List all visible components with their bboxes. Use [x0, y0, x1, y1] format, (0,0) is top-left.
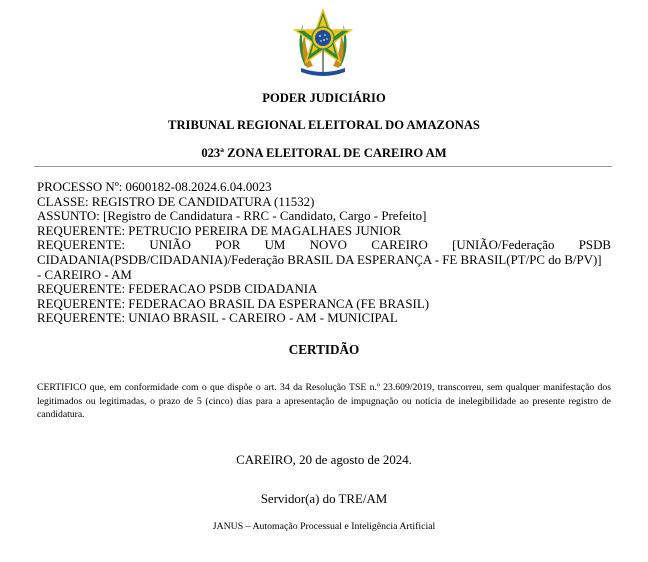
case-requerente-2-line-3: - CAREIRO - AM [37, 267, 132, 282]
case-requerente-5: REQUERENTE: UNIAO BRASIL - CAREIRO - AM - MUNICIPAL [37, 311, 398, 326]
header-tribunal: TRIBUNAL REGIONAL ELEITORAL DO AMAZONAS [168, 118, 480, 132]
case-requerente-2-line-2: CIDADANIA(PSDB/CIDADANIA)/Federação BRASIL DA ESPERANÇA - FE BRASIL(PT/PC do B/PV)] [37, 252, 602, 267]
case-processo: PROCESSO Nº: 0600182-08.2024.6.04.0023 [37, 180, 272, 194]
case-requerente-2-line-1: REQUERENTE: UNIÃO POR UM NOVO CAREIRO [UNIÃO/Federação PSDB [37, 238, 611, 253]
footer: JANUS – Automação Processual e Inteligência Artificial [212, 521, 436, 532]
header-judiciary: PODER JUDICIÁRIO [262, 91, 386, 105]
place-date: CAREIRO, 20 de agosto de 2024. [236, 453, 412, 467]
case-assunto: ASSUNTO: [Registro de Candidatura - RRC - Candidato, Cargo - Prefeito] [37, 209, 427, 224]
header-divider [34, 166, 612, 167]
certidao-text: CERTIFICO que, em conformidade com o que dispõe o art. 34 da Resolução TSE n.º 23.609/2019, transcorreu, sem qualquer manifestação dos legitimados ou legitimadas, o prazo de 5 (cinco) dias para a apresentação de impugnação ou notícia de inelegibilidade ao presente registro de candidatura. [37, 382, 611, 421]
case-classe: CLASSE: REGISTRO DE CANDIDATURA (11532) [37, 194, 315, 209]
case-requerente-4: REQUERENTE: FEDERACAO BRASIL DA ESPERANCA (FE BRASIL) [37, 296, 429, 311]
certidao-title: CERTIDÃO [288, 342, 360, 357]
case-requerente-3: REQUERENTE: FEDERACAO PSDB CIDADANIA [37, 282, 318, 297]
case-requerente-1: REQUERENTE: PETRUCIO PEREIRA DE MAGALHAES JUNIOR [37, 223, 402, 238]
brazil-coat-of-arms-icon [293, 8, 353, 78]
header-zone: 023ª ZONA ELEITORAL DE CAREIRO AM [201, 146, 447, 160]
signature: Servidor(a) do TRE/AM [260, 492, 388, 506]
case-info [37, 180, 611, 326]
